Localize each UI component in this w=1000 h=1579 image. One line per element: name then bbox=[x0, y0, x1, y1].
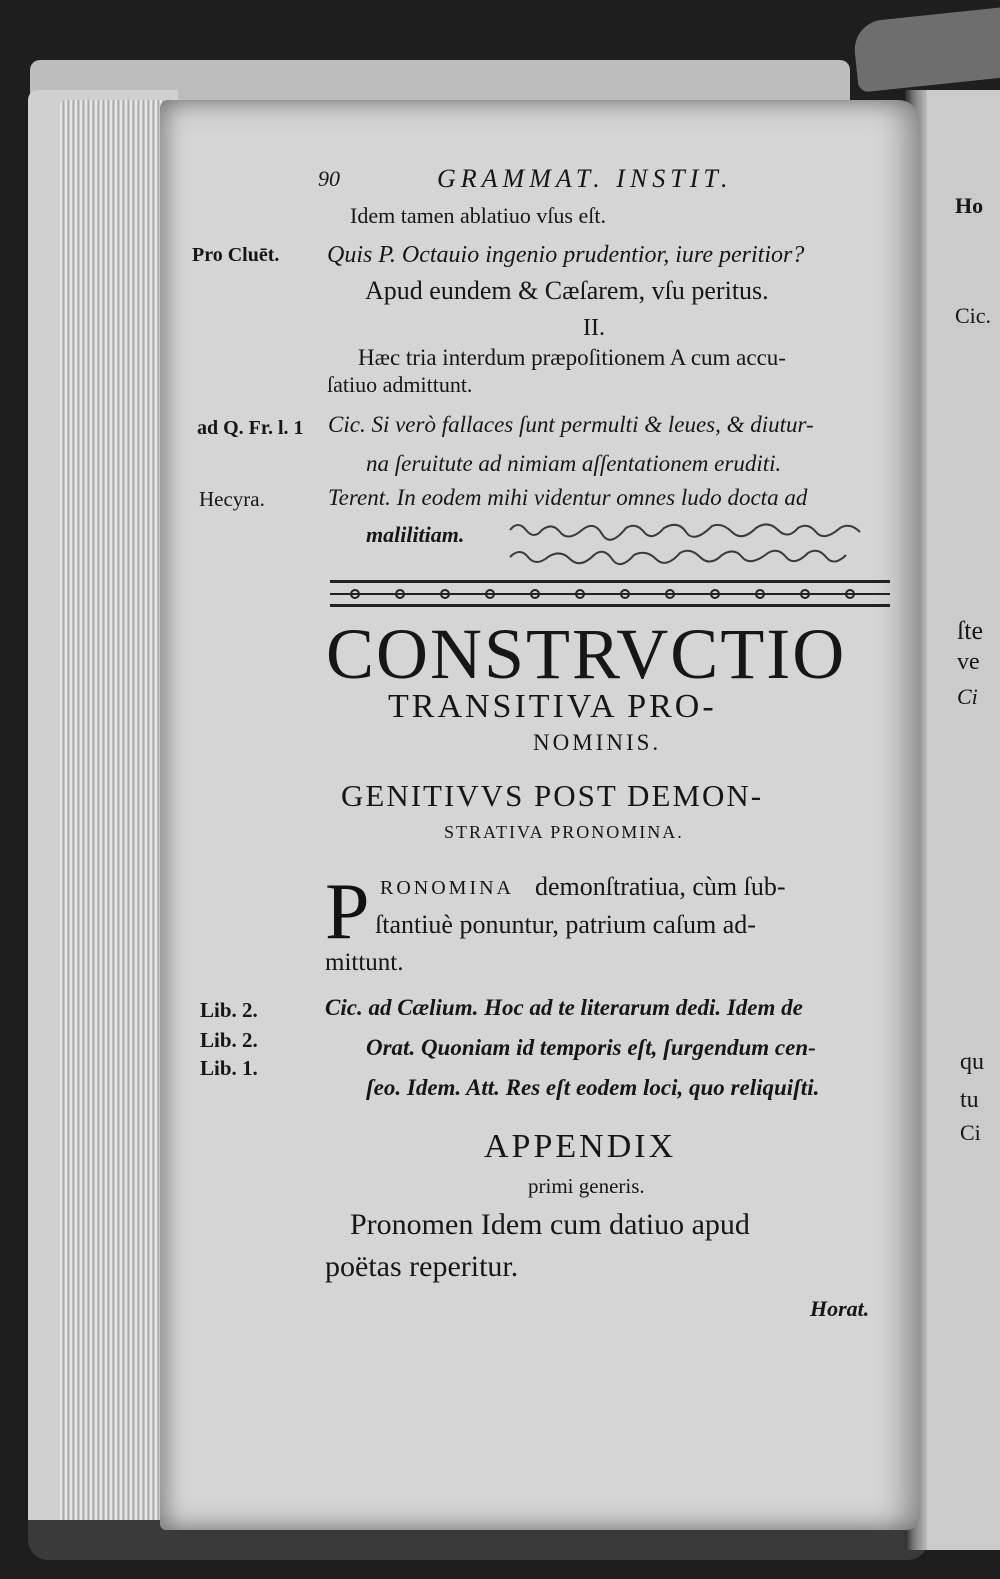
body-small-caps: RONOMINA bbox=[380, 877, 514, 899]
page-edges bbox=[60, 100, 170, 1525]
facing-text-2: Cic. bbox=[955, 303, 992, 328]
facing-text-1: Ho bbox=[955, 193, 984, 218]
appendix-title: APPENDIX bbox=[484, 1128, 677, 1165]
line-3: Apud eundem & Cæſarem, vſu peritus. bbox=[365, 276, 769, 305]
citation-line-3: ſeo. Idem. Att. Res eſt eodem loci, quo reliquiſti. bbox=[366, 1075, 820, 1100]
facing-text-5: Ci bbox=[957, 684, 978, 709]
margin-note-adqfr: ad Q. Fr. l. 1 bbox=[197, 417, 304, 439]
line-5: Hæc tria interdum præpoſitionem A cum accu- bbox=[358, 345, 786, 370]
ornament-rule-bottom bbox=[330, 604, 890, 607]
appendix-line-1: Pronomen Idem cum datiuo apud bbox=[350, 1208, 750, 1241]
citation-line-2: Orat. Quoniam id temporis eſt, ſurgendum cen- bbox=[366, 1035, 816, 1060]
margin-lib-1: Lib. 1. bbox=[200, 1056, 258, 1080]
facing-text-6: qu bbox=[960, 1049, 984, 1075]
page-number: 90 bbox=[318, 166, 340, 191]
line-6: ſatiuo admittunt. bbox=[327, 372, 473, 397]
running-title: GRAMMAT. INSTIT. bbox=[437, 164, 733, 193]
facing-text-4: ve bbox=[957, 649, 980, 675]
line-2: Quis P. Octauio ingenio prudentior, iure peritior? bbox=[327, 242, 805, 268]
line-8: na ſeruitute ad nimiam aſſentationem eruditi. bbox=[366, 451, 782, 476]
ornament-band bbox=[330, 583, 890, 605]
facing-text-3: ſte bbox=[957, 616, 983, 645]
margin-lib-2a: Lib. 2. bbox=[200, 998, 258, 1022]
body-line-1: demonſtratiua, cùm ſub- bbox=[535, 872, 786, 901]
appendix-subtitle: primi generis. bbox=[528, 1174, 645, 1198]
facing-text-8: Ci bbox=[960, 1120, 981, 1145]
body-line-2: ſtantiuè ponuntur, patrium caſum ad- bbox=[375, 910, 756, 939]
appendix-line-2: poëtas reperitur. bbox=[325, 1250, 519, 1283]
heading-genitivus: GENITIVVS POST DEMON- bbox=[341, 778, 764, 813]
drop-capital: P bbox=[325, 868, 370, 956]
section-number: II. bbox=[583, 315, 605, 341]
line-7: Cic. Si verò fallaces ſunt permulti & leues, & diutur- bbox=[328, 412, 814, 437]
margin-lib-2b: Lib. 2. bbox=[200, 1028, 258, 1052]
line-1: Idem tamen ablatiuo vſus eſt. bbox=[350, 203, 606, 228]
line-9: Terent. In eodem mihi videntur omnes ludo docta ad bbox=[328, 485, 808, 510]
margin-note-hecyra: Hecyra. bbox=[199, 487, 265, 511]
body-line-3: mittunt. bbox=[325, 949, 404, 976]
heading-nominis: NOMINIS. bbox=[533, 730, 662, 755]
facing-text-7: tu bbox=[960, 1087, 979, 1113]
margin-note-pro-cluent: Pro Cluēt. bbox=[192, 244, 280, 266]
heading-strativa: STRATIVA PRONOMINA. bbox=[444, 822, 684, 842]
catchword: Horat. bbox=[810, 1296, 870, 1321]
left-page bbox=[160, 100, 920, 1530]
citation-line-1: Cic. ad Cælium. Hoc ad te literarum dedi. Idem de bbox=[325, 995, 803, 1020]
heading-transitiva: TRANSITIVA PRO- bbox=[388, 688, 717, 725]
heading-construction: CONSTRVCTIO bbox=[326, 614, 847, 694]
handwritten-annotation bbox=[500, 512, 910, 572]
line-10: malilitiam. bbox=[366, 522, 465, 547]
